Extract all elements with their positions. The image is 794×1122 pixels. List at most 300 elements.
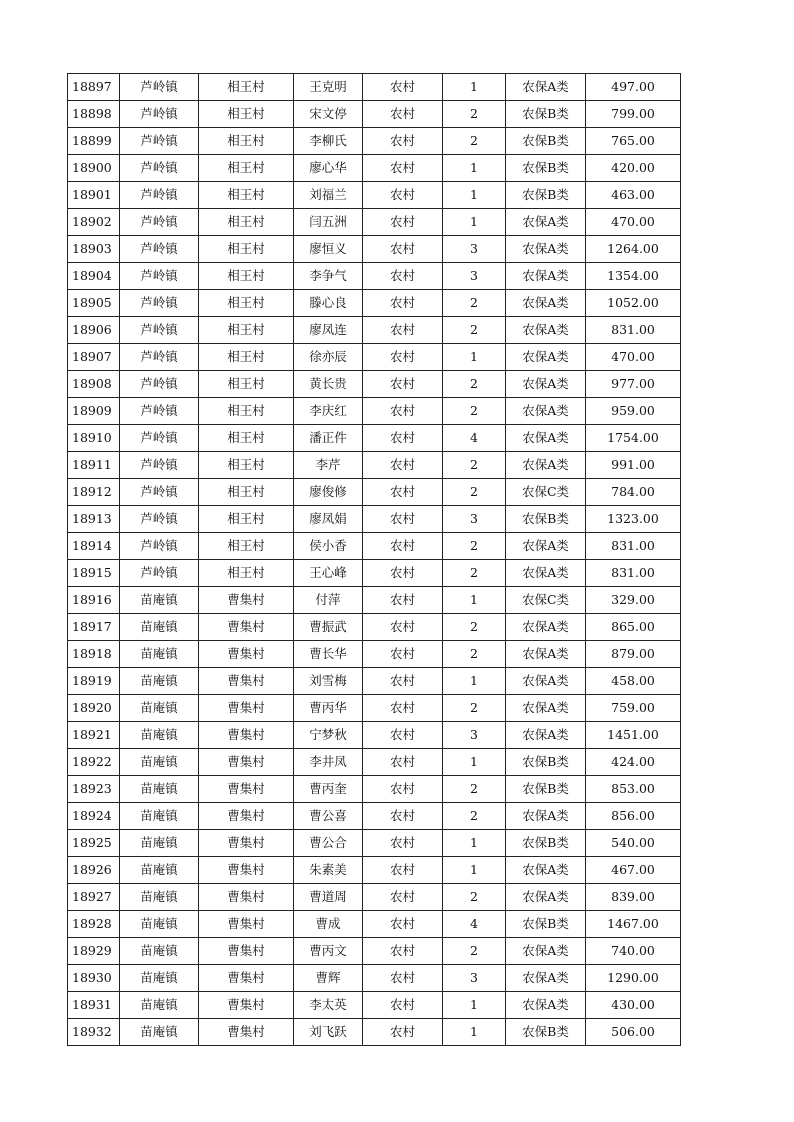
household-size-cell: 1 bbox=[443, 1019, 506, 1046]
category-cell: 农保B类 bbox=[506, 155, 586, 182]
table-row bbox=[68, 182, 681, 209]
record-id-cell: 18914 bbox=[68, 533, 120, 560]
household-size-cell: 1 bbox=[443, 992, 506, 1019]
household-size-cell: 1 bbox=[443, 857, 506, 884]
record-id-cell: 18929 bbox=[68, 938, 120, 965]
record-id-cell: 18923 bbox=[68, 776, 120, 803]
amount-cell: 977.00 bbox=[586, 371, 681, 398]
amount-cell: 740.00 bbox=[586, 938, 681, 965]
town-cell: 芦岭镇 bbox=[120, 371, 199, 398]
household-size-cell: 2 bbox=[443, 803, 506, 830]
household-size-cell: 3 bbox=[443, 722, 506, 749]
town-cell: 苗庵镇 bbox=[120, 722, 199, 749]
record-id-cell: 18907 bbox=[68, 344, 120, 371]
town-cell: 苗庵镇 bbox=[120, 857, 199, 884]
amount-cell: 470.00 bbox=[586, 344, 681, 371]
record-id-cell: 18932 bbox=[68, 1019, 120, 1046]
table-row bbox=[68, 1019, 681, 1046]
area-type-cell: 农村 bbox=[363, 884, 443, 911]
village-cell: 曹集村 bbox=[199, 722, 294, 749]
record-id-cell: 18912 bbox=[68, 479, 120, 506]
household-size-cell: 2 bbox=[443, 938, 506, 965]
category-cell: 农保A类 bbox=[506, 290, 586, 317]
household-size-cell: 4 bbox=[443, 425, 506, 452]
village-cell: 相王村 bbox=[199, 344, 294, 371]
table-row bbox=[68, 560, 681, 587]
household-size-cell: 2 bbox=[443, 398, 506, 425]
category-cell: 农保A类 bbox=[506, 668, 586, 695]
amount-cell: 1290.00 bbox=[586, 965, 681, 992]
name-cell: 李柳氏 bbox=[294, 128, 363, 155]
table-row bbox=[68, 830, 681, 857]
name-cell: 曹丙文 bbox=[294, 938, 363, 965]
area-type-cell: 农村 bbox=[363, 560, 443, 587]
town-cell: 芦岭镇 bbox=[120, 290, 199, 317]
table-row bbox=[68, 371, 681, 398]
record-id-cell: 18916 bbox=[68, 587, 120, 614]
area-type-cell: 农村 bbox=[363, 452, 443, 479]
village-cell: 相王村 bbox=[199, 317, 294, 344]
table-row bbox=[68, 263, 681, 290]
area-type-cell: 农村 bbox=[363, 101, 443, 128]
amount-cell: 959.00 bbox=[586, 398, 681, 425]
name-cell: 滕心良 bbox=[294, 290, 363, 317]
village-cell: 曹集村 bbox=[199, 1019, 294, 1046]
town-cell: 苗庵镇 bbox=[120, 911, 199, 938]
village-cell: 相王村 bbox=[199, 479, 294, 506]
table-row bbox=[68, 884, 681, 911]
amount-cell: 1754.00 bbox=[586, 425, 681, 452]
village-cell: 相王村 bbox=[199, 425, 294, 452]
record-id-cell: 18901 bbox=[68, 182, 120, 209]
town-cell: 苗庵镇 bbox=[120, 830, 199, 857]
area-type-cell: 农村 bbox=[363, 425, 443, 452]
village-cell: 曹集村 bbox=[199, 587, 294, 614]
village-cell: 相王村 bbox=[199, 533, 294, 560]
record-id-cell: 18931 bbox=[68, 992, 120, 1019]
table-row bbox=[68, 749, 681, 776]
area-type-cell: 农村 bbox=[363, 506, 443, 533]
category-cell: 农保B类 bbox=[506, 830, 586, 857]
name-cell: 闫五洲 bbox=[294, 209, 363, 236]
name-cell: 曹成 bbox=[294, 911, 363, 938]
household-size-cell: 2 bbox=[443, 317, 506, 344]
amount-cell: 1264.00 bbox=[586, 236, 681, 263]
town-cell: 芦岭镇 bbox=[120, 317, 199, 344]
category-cell: 农保A类 bbox=[506, 884, 586, 911]
household-size-cell: 2 bbox=[443, 614, 506, 641]
town-cell: 芦岭镇 bbox=[120, 452, 199, 479]
household-size-cell: 3 bbox=[443, 965, 506, 992]
name-cell: 王克明 bbox=[294, 74, 363, 101]
amount-cell: 470.00 bbox=[586, 209, 681, 236]
town-cell: 苗庵镇 bbox=[120, 695, 199, 722]
category-cell: 农保B类 bbox=[506, 911, 586, 938]
name-cell: 李井凤 bbox=[294, 749, 363, 776]
category-cell: 农保A类 bbox=[506, 317, 586, 344]
category-cell: 农保A类 bbox=[506, 209, 586, 236]
amount-cell: 497.00 bbox=[586, 74, 681, 101]
village-cell: 相王村 bbox=[199, 506, 294, 533]
table-row bbox=[68, 614, 681, 641]
amount-cell: 831.00 bbox=[586, 560, 681, 587]
town-cell: 苗庵镇 bbox=[120, 668, 199, 695]
record-id-cell: 18908 bbox=[68, 371, 120, 398]
village-cell: 曹集村 bbox=[199, 776, 294, 803]
table-row bbox=[68, 776, 681, 803]
household-size-cell: 1 bbox=[443, 182, 506, 209]
table-row bbox=[68, 344, 681, 371]
town-cell: 芦岭镇 bbox=[120, 560, 199, 587]
table-row bbox=[68, 317, 681, 344]
area-type-cell: 农村 bbox=[363, 695, 443, 722]
record-id-cell: 18921 bbox=[68, 722, 120, 749]
amount-cell: 865.00 bbox=[586, 614, 681, 641]
area-type-cell: 农村 bbox=[363, 587, 443, 614]
amount-cell: 853.00 bbox=[586, 776, 681, 803]
amount-cell: 856.00 bbox=[586, 803, 681, 830]
village-cell: 曹集村 bbox=[199, 641, 294, 668]
category-cell: 农保A类 bbox=[506, 641, 586, 668]
household-size-cell: 1 bbox=[443, 209, 506, 236]
category-cell: 农保A类 bbox=[506, 938, 586, 965]
table-row bbox=[68, 695, 681, 722]
village-cell: 相王村 bbox=[199, 209, 294, 236]
village-cell: 曹集村 bbox=[199, 938, 294, 965]
household-size-cell: 2 bbox=[443, 560, 506, 587]
household-size-cell: 2 bbox=[443, 101, 506, 128]
record-id-cell: 18925 bbox=[68, 830, 120, 857]
household-size-cell: 1 bbox=[443, 344, 506, 371]
amount-cell: 329.00 bbox=[586, 587, 681, 614]
town-cell: 苗庵镇 bbox=[120, 884, 199, 911]
town-cell: 芦岭镇 bbox=[120, 344, 199, 371]
name-cell: 李芹 bbox=[294, 452, 363, 479]
amount-cell: 506.00 bbox=[586, 1019, 681, 1046]
table-row bbox=[68, 857, 681, 884]
name-cell: 李庆红 bbox=[294, 398, 363, 425]
village-cell: 相王村 bbox=[199, 101, 294, 128]
table-row bbox=[68, 803, 681, 830]
category-cell: 农保A类 bbox=[506, 614, 586, 641]
record-id-cell: 18928 bbox=[68, 911, 120, 938]
town-cell: 苗庵镇 bbox=[120, 938, 199, 965]
area-type-cell: 农村 bbox=[363, 749, 443, 776]
category-cell: 农保A类 bbox=[506, 263, 586, 290]
name-cell: 刘福兰 bbox=[294, 182, 363, 209]
area-type-cell: 农村 bbox=[363, 641, 443, 668]
name-cell: 宁梦秋 bbox=[294, 722, 363, 749]
category-cell: 农保A类 bbox=[506, 533, 586, 560]
table-row bbox=[68, 992, 681, 1019]
amount-cell: 1451.00 bbox=[586, 722, 681, 749]
name-cell: 曹丙奎 bbox=[294, 776, 363, 803]
amount-cell: 831.00 bbox=[586, 533, 681, 560]
household-size-cell: 4 bbox=[443, 911, 506, 938]
record-id-cell: 18913 bbox=[68, 506, 120, 533]
record-id-cell: 18919 bbox=[68, 668, 120, 695]
record-id-cell: 18922 bbox=[68, 749, 120, 776]
category-cell: 农保C类 bbox=[506, 479, 586, 506]
area-type-cell: 农村 bbox=[363, 776, 443, 803]
village-cell: 相王村 bbox=[199, 155, 294, 182]
category-cell: 农保B类 bbox=[506, 182, 586, 209]
town-cell: 芦岭镇 bbox=[120, 236, 199, 263]
category-cell: 农保A类 bbox=[506, 803, 586, 830]
record-id-cell: 18911 bbox=[68, 452, 120, 479]
area-type-cell: 农村 bbox=[363, 803, 443, 830]
name-cell: 廖凤连 bbox=[294, 317, 363, 344]
area-type-cell: 农村 bbox=[363, 398, 443, 425]
amount-cell: 759.00 bbox=[586, 695, 681, 722]
town-cell: 芦岭镇 bbox=[120, 533, 199, 560]
record-id-cell: 18897 bbox=[68, 74, 120, 101]
area-type-cell: 农村 bbox=[363, 965, 443, 992]
household-size-cell: 1 bbox=[443, 668, 506, 695]
village-cell: 曹集村 bbox=[199, 803, 294, 830]
town-cell: 苗庵镇 bbox=[120, 1019, 199, 1046]
roster-table bbox=[67, 73, 681, 1046]
record-id-cell: 18920 bbox=[68, 695, 120, 722]
household-size-cell: 2 bbox=[443, 884, 506, 911]
table-row bbox=[68, 965, 681, 992]
table-row bbox=[68, 452, 681, 479]
name-cell: 朱素美 bbox=[294, 857, 363, 884]
household-size-cell: 2 bbox=[443, 641, 506, 668]
amount-cell: 467.00 bbox=[586, 857, 681, 884]
category-cell: 农保A类 bbox=[506, 452, 586, 479]
category-cell: 农保A类 bbox=[506, 344, 586, 371]
village-cell: 曹集村 bbox=[199, 965, 294, 992]
category-cell: 农保A类 bbox=[506, 236, 586, 263]
town-cell: 芦岭镇 bbox=[120, 398, 199, 425]
name-cell: 曹丙华 bbox=[294, 695, 363, 722]
village-cell: 相王村 bbox=[199, 236, 294, 263]
area-type-cell: 农村 bbox=[363, 182, 443, 209]
village-cell: 曹集村 bbox=[199, 857, 294, 884]
name-cell: 廖凤娟 bbox=[294, 506, 363, 533]
category-cell: 农保B类 bbox=[506, 1019, 586, 1046]
amount-cell: 1354.00 bbox=[586, 263, 681, 290]
household-size-cell: 3 bbox=[443, 263, 506, 290]
village-cell: 相王村 bbox=[199, 290, 294, 317]
area-type-cell: 农村 bbox=[363, 533, 443, 560]
amount-cell: 831.00 bbox=[586, 317, 681, 344]
category-cell: 农保C类 bbox=[506, 587, 586, 614]
category-cell: 农保B类 bbox=[506, 749, 586, 776]
amount-cell: 784.00 bbox=[586, 479, 681, 506]
name-cell: 廖俊修 bbox=[294, 479, 363, 506]
name-cell: 付萍 bbox=[294, 587, 363, 614]
table-row bbox=[68, 533, 681, 560]
town-cell: 芦岭镇 bbox=[120, 263, 199, 290]
amount-cell: 991.00 bbox=[586, 452, 681, 479]
area-type-cell: 农村 bbox=[363, 938, 443, 965]
table-row bbox=[68, 722, 681, 749]
table-row bbox=[68, 155, 681, 182]
amount-cell: 1467.00 bbox=[586, 911, 681, 938]
village-cell: 相王村 bbox=[199, 263, 294, 290]
village-cell: 曹集村 bbox=[199, 830, 294, 857]
name-cell: 宋文停 bbox=[294, 101, 363, 128]
table-row bbox=[68, 209, 681, 236]
record-id-cell: 18899 bbox=[68, 128, 120, 155]
amount-cell: 839.00 bbox=[586, 884, 681, 911]
record-id-cell: 18918 bbox=[68, 641, 120, 668]
name-cell: 李争气 bbox=[294, 263, 363, 290]
table-row bbox=[68, 290, 681, 317]
village-cell: 曹集村 bbox=[199, 884, 294, 911]
area-type-cell: 农村 bbox=[363, 290, 443, 317]
table-row bbox=[68, 668, 681, 695]
area-type-cell: 农村 bbox=[363, 344, 443, 371]
town-cell: 苗庵镇 bbox=[120, 803, 199, 830]
record-id-cell: 18910 bbox=[68, 425, 120, 452]
amount-cell: 458.00 bbox=[586, 668, 681, 695]
table-row bbox=[68, 506, 681, 533]
household-size-cell: 1 bbox=[443, 587, 506, 614]
town-cell: 芦岭镇 bbox=[120, 425, 199, 452]
table-row bbox=[68, 587, 681, 614]
town-cell: 苗庵镇 bbox=[120, 776, 199, 803]
area-type-cell: 农村 bbox=[363, 911, 443, 938]
table-row bbox=[68, 479, 681, 506]
category-cell: 农保A类 bbox=[506, 560, 586, 587]
table-row bbox=[68, 101, 681, 128]
area-type-cell: 农村 bbox=[363, 74, 443, 101]
town-cell: 芦岭镇 bbox=[120, 101, 199, 128]
amount-cell: 879.00 bbox=[586, 641, 681, 668]
table-row bbox=[68, 641, 681, 668]
amount-cell: 1323.00 bbox=[586, 506, 681, 533]
area-type-cell: 农村 bbox=[363, 1019, 443, 1046]
area-type-cell: 农村 bbox=[363, 209, 443, 236]
name-cell: 曹振武 bbox=[294, 614, 363, 641]
village-cell: 曹集村 bbox=[199, 668, 294, 695]
village-cell: 曹集村 bbox=[199, 695, 294, 722]
village-cell: 相王村 bbox=[199, 560, 294, 587]
name-cell: 曹长华 bbox=[294, 641, 363, 668]
record-id-cell: 18903 bbox=[68, 236, 120, 263]
name-cell: 廖心华 bbox=[294, 155, 363, 182]
record-id-cell: 18924 bbox=[68, 803, 120, 830]
town-cell: 芦岭镇 bbox=[120, 74, 199, 101]
town-cell: 芦岭镇 bbox=[120, 506, 199, 533]
category-cell: 农保A类 bbox=[506, 965, 586, 992]
category-cell: 农保A类 bbox=[506, 722, 586, 749]
town-cell: 芦岭镇 bbox=[120, 479, 199, 506]
table-row bbox=[68, 425, 681, 452]
record-id-cell: 18902 bbox=[68, 209, 120, 236]
name-cell: 曹公合 bbox=[294, 830, 363, 857]
record-id-cell: 18898 bbox=[68, 101, 120, 128]
household-size-cell: 1 bbox=[443, 749, 506, 776]
record-id-cell: 18917 bbox=[68, 614, 120, 641]
category-cell: 农保A类 bbox=[506, 398, 586, 425]
record-id-cell: 18915 bbox=[68, 560, 120, 587]
name-cell: 侯小香 bbox=[294, 533, 363, 560]
area-type-cell: 农村 bbox=[363, 155, 443, 182]
table-row bbox=[68, 911, 681, 938]
record-id-cell: 18904 bbox=[68, 263, 120, 290]
amount-cell: 424.00 bbox=[586, 749, 681, 776]
record-id-cell: 18905 bbox=[68, 290, 120, 317]
roster-body bbox=[68, 74, 681, 1046]
category-cell: 农保A类 bbox=[506, 425, 586, 452]
village-cell: 相王村 bbox=[199, 182, 294, 209]
amount-cell: 1052.00 bbox=[586, 290, 681, 317]
table-row bbox=[68, 74, 681, 101]
name-cell: 徐亦辰 bbox=[294, 344, 363, 371]
name-cell: 王心峰 bbox=[294, 560, 363, 587]
name-cell: 李太英 bbox=[294, 992, 363, 1019]
name-cell: 黄长贵 bbox=[294, 371, 363, 398]
village-cell: 相王村 bbox=[199, 371, 294, 398]
household-size-cell: 2 bbox=[443, 452, 506, 479]
town-cell: 芦岭镇 bbox=[120, 209, 199, 236]
amount-cell: 799.00 bbox=[586, 101, 681, 128]
town-cell: 苗庵镇 bbox=[120, 614, 199, 641]
category-cell: 农保A类 bbox=[506, 857, 586, 884]
town-cell: 苗庵镇 bbox=[120, 641, 199, 668]
amount-cell: 765.00 bbox=[586, 128, 681, 155]
town-cell: 芦岭镇 bbox=[120, 182, 199, 209]
town-cell: 苗庵镇 bbox=[120, 587, 199, 614]
table-row bbox=[68, 236, 681, 263]
name-cell: 曹公喜 bbox=[294, 803, 363, 830]
area-type-cell: 农村 bbox=[363, 830, 443, 857]
household-size-cell: 1 bbox=[443, 155, 506, 182]
table-row bbox=[68, 398, 681, 425]
category-cell: 农保A类 bbox=[506, 371, 586, 398]
area-type-cell: 农村 bbox=[363, 614, 443, 641]
household-size-cell: 2 bbox=[443, 479, 506, 506]
name-cell: 曹道周 bbox=[294, 884, 363, 911]
record-id-cell: 18927 bbox=[68, 884, 120, 911]
village-cell: 曹集村 bbox=[199, 911, 294, 938]
area-type-cell: 农村 bbox=[363, 857, 443, 884]
name-cell: 廖恒义 bbox=[294, 236, 363, 263]
town-cell: 苗庵镇 bbox=[120, 965, 199, 992]
category-cell: 农保B类 bbox=[506, 128, 586, 155]
record-id-cell: 18909 bbox=[68, 398, 120, 425]
category-cell: 农保B类 bbox=[506, 506, 586, 533]
village-cell: 曹集村 bbox=[199, 749, 294, 776]
town-cell: 苗庵镇 bbox=[120, 749, 199, 776]
table-row bbox=[68, 128, 681, 155]
household-size-cell: 3 bbox=[443, 506, 506, 533]
household-size-cell: 2 bbox=[443, 290, 506, 317]
amount-cell: 463.00 bbox=[586, 182, 681, 209]
town-cell: 苗庵镇 bbox=[120, 992, 199, 1019]
name-cell: 刘雪梅 bbox=[294, 668, 363, 695]
record-id-cell: 18906 bbox=[68, 317, 120, 344]
area-type-cell: 农村 bbox=[363, 722, 443, 749]
town-cell: 芦岭镇 bbox=[120, 128, 199, 155]
village-cell: 相王村 bbox=[199, 128, 294, 155]
household-size-cell: 1 bbox=[443, 74, 506, 101]
household-size-cell: 2 bbox=[443, 776, 506, 803]
household-size-cell: 3 bbox=[443, 236, 506, 263]
household-size-cell: 2 bbox=[443, 695, 506, 722]
name-cell: 潘正件 bbox=[294, 425, 363, 452]
category-cell: 农保A类 bbox=[506, 74, 586, 101]
area-type-cell: 农村 bbox=[363, 128, 443, 155]
record-id-cell: 18930 bbox=[68, 965, 120, 992]
area-type-cell: 农村 bbox=[363, 263, 443, 290]
household-size-cell: 2 bbox=[443, 128, 506, 155]
category-cell: 农保A类 bbox=[506, 992, 586, 1019]
